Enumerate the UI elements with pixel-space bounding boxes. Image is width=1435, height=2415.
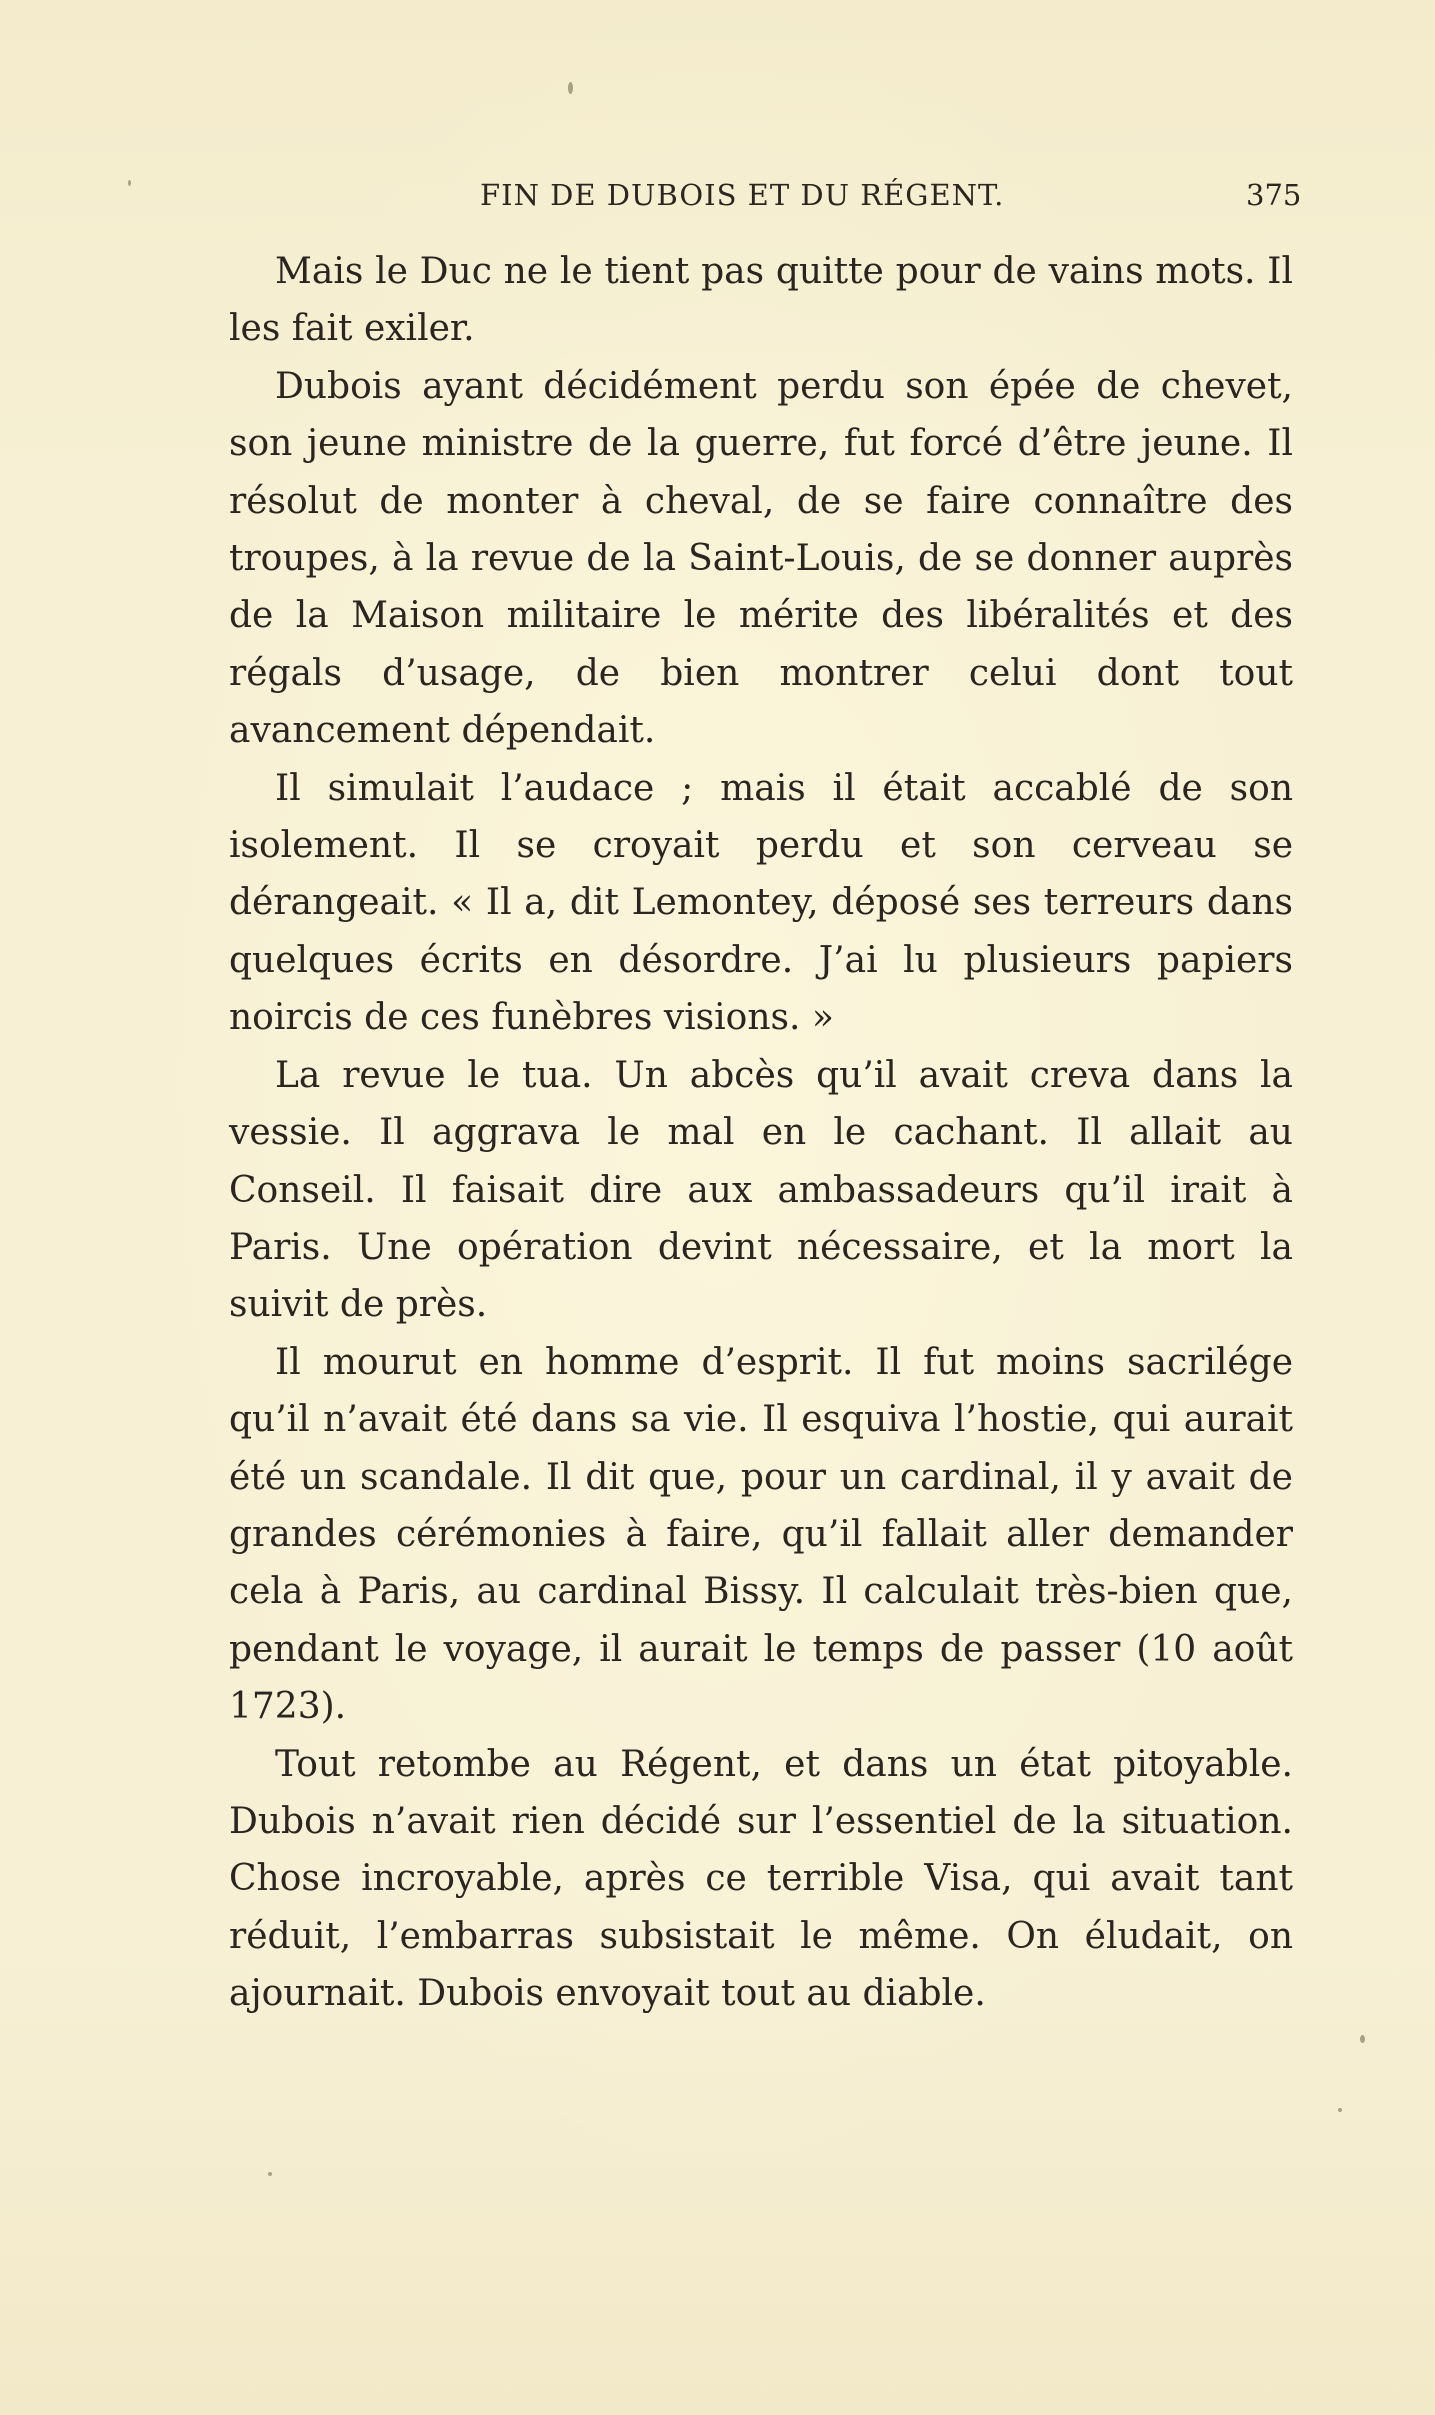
paragraph-3: Il simulait l’audace ; mais il était accablé de son isolement. Il se croyait perdu et son cerveau se dérangeait. « Il a, dit Lemontey, déposé ses terreurs dans quelques écrits en désordre. J’ai lu plusieurs papiers noircis de ces funèbres visions. » <box>229 767 1293 1039</box>
page-number: 375 <box>1246 178 1302 212</box>
ink-speck <box>1338 2108 1342 2112</box>
running-title: FIN DE DUBOIS ET DU RÉGENT. <box>480 178 1005 212</box>
paragraph-1: Mais le Duc ne le tient pas quitte pour de vains mots. Il les fait exiler. <box>229 251 1293 350</box>
running-head <box>0 178 1435 218</box>
paragraph-6: Tout retombe au Régent, et dans un état pitoyable. Dubois n’avait rien décidé sur l’essentiel de la situation. Chose incroyable, après ce terrible Visa, qui avait tant réduit, l’embarras subsistait le même. On éludait, on ajournait. Dubois envoyait tout au diable. <box>229 1743 1293 2015</box>
paragraph-2: Dubois ayant décidément perdu son épée de chevet, son jeune ministre de la guerre, fut forcé d’être jeune. Il résolut de monter à cheval, de se faire connaître des troupes, à la revue de la Saint-Louis, de se donner auprès de la Maison militaire le mérite des libéralités et des régals d’usage, de bien montrer celui dont tout avancement dépendait. <box>229 365 1293 752</box>
ink-speck <box>568 82 573 94</box>
body-text <box>229 243 1293 2023</box>
ink-speck <box>1360 2035 1365 2043</box>
ink-speck <box>268 2172 272 2176</box>
paragraph-5: Il mourut en homme d’esprit. Il fut moins sacrilége qu’il n’avait été dans sa vie. Il esquiva l’hostie, qui aurait été un scandale. Il dit que, pour un cardinal, il y avait de grandes cérémonies à faire, qu’il fallait aller demander cela à Paris, au cardinal Bissy. Il calculait très-bien que, pendant le voyage, il aurait le temps de passer (10 août 1723). <box>229 1341 1293 1728</box>
ink-speck <box>128 180 131 186</box>
paragraph-4: La revue le tua. Un abcès qu’il avait creva dans la vessie. Il aggrava le mal en le cachant. Il allait au Conseil. Il faisait dire aux ambassadeurs qu’il irait à Paris. Une opération devint nécessaire, et la mort la suivit de près. <box>229 1054 1293 1326</box>
